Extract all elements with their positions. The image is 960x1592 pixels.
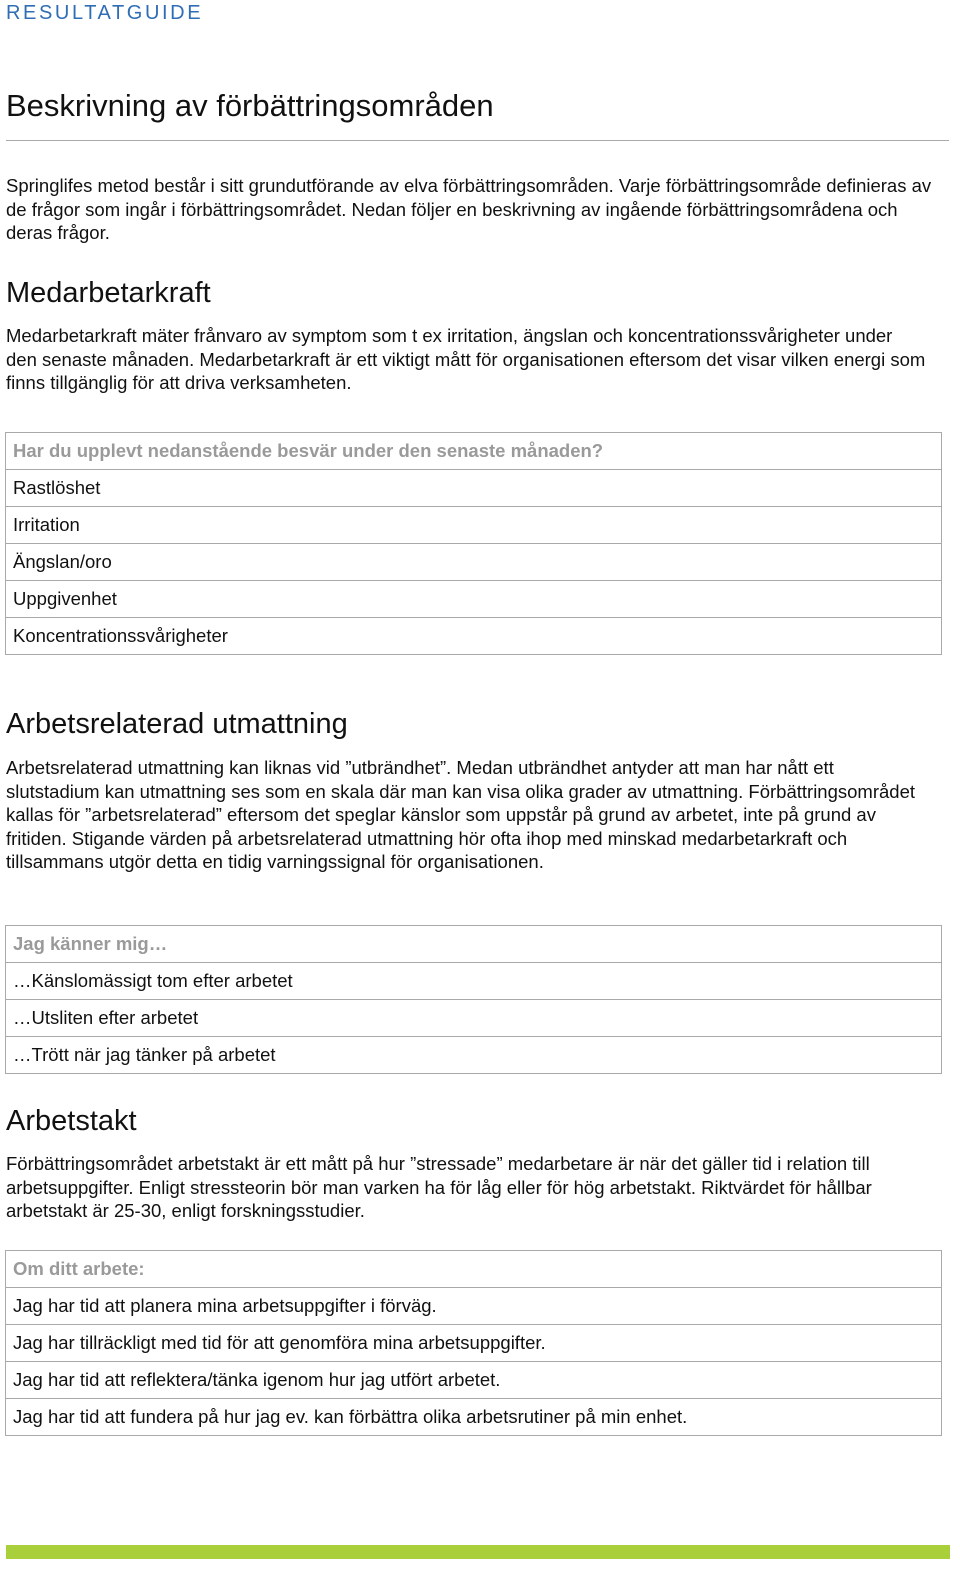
question-item: Uppgivenhet — [6, 581, 942, 618]
header-label: RESULTATGUIDE — [6, 2, 204, 24]
table-row — [6, 470, 942, 507]
table-row — [6, 1251, 942, 1288]
table-row — [6, 963, 942, 1000]
table-row — [6, 544, 942, 581]
footer-accent-bar — [6, 1545, 950, 1559]
section-description-medarbetarkraft — [6, 324, 926, 395]
question-item: Jag har tid att planera mina arbetsuppgifter i förväg. — [6, 1288, 942, 1325]
question-table-arbetstakt — [5, 1250, 942, 1436]
question-item: Jag har tillräckligt med tid för att genomföra mina arbetsuppgifter. — [6, 1325, 942, 1362]
title-divider — [6, 140, 949, 141]
table-row — [6, 1000, 942, 1037]
section-description-text: Arbetsrelaterad utmattning kan liknas vid ”utbrändhet”. Medan utbrändhet antyder att man har nått ett slutstadium kan utmattning ses som en skala där man kan visa olika grader av utmattning. Förbättringsområdet kallas för ”arbetsrelaterad” eftersom det speglar känslor som uppstår på grund av arbetet, inte på grund av fritiden. Stigande värden på arbetsrelaterad utmattning hör ofta ihop med minskad medarbetarkraft och tillsammans utgör detta en tidig varningssignal för organisationen. — [6, 757, 915, 872]
table-row — [6, 433, 942, 470]
intro-text: Springlifes metod består i sitt grundutförande av elva förbättringsområden. Varje förbättringsområde definieras av de frågor som ingår i förbättringsområdet. Nedan följer en beskrivning av ingående förbättringsområdena och deras frågor. — [6, 175, 932, 243]
table-row — [6, 1399, 942, 1436]
table-row — [6, 507, 942, 544]
table-row — [6, 618, 942, 655]
table-row — [6, 581, 942, 618]
question-item: Jag har tid att reflektera/tänka igenom hur jag utfört arbetet. — [6, 1362, 942, 1399]
table-row — [6, 1362, 942, 1399]
question-item: Ängslan/oro — [6, 544, 942, 581]
question-header: Om ditt arbete: — [13, 1258, 145, 1279]
section-description-text: Medarbetarkraft mäter frånvaro av symptom som t ex irritation, ängslan och koncentrationssvårigheter under den senaste månaden. Medarbetarkraft är ett viktigt mått för organisationen eftersom det visar vilken energi som finns tillgänglig för att driva verksamheten. — [6, 325, 926, 393]
page-title: Beskrivning av förbättringsområden — [6, 88, 494, 123]
question-item: Irritation — [6, 507, 942, 544]
table-row — [6, 926, 942, 963]
table-row — [6, 1037, 942, 1074]
section-title-arbetsrelaterad-utmattning: Arbetsrelaterad utmattning — [6, 708, 348, 740]
section-description-arbetsrelaterad-utmattning — [6, 756, 931, 874]
question-header: Har du upplevt nedanstående besvär under den senaste månaden? — [13, 440, 604, 461]
question-table-medarbetarkraft — [5, 432, 942, 655]
intro-paragraph — [6, 174, 946, 245]
question-item: …Trött när jag tänker på arbetet — [6, 1037, 942, 1074]
question-table-arbetsrelaterad-utmattning — [5, 925, 942, 1074]
table-row — [6, 1325, 942, 1362]
section-title-medarbetarkraft: Medarbetarkraft — [6, 277, 211, 309]
question-item: Rastlöshet — [6, 470, 942, 507]
question-item: Jag har tid att fundera på hur jag ev. kan förbättra olika arbetsrutiner på min enhet. — [6, 1399, 942, 1436]
section-description-arbetstakt — [6, 1152, 926, 1223]
section-title-arbetstakt: Arbetstakt — [6, 1105, 137, 1137]
section-description-text: Förbättringsområdet arbetstakt är ett mått på hur ”stressade” medarbetare är när det gäller tid i relation till arbetsuppgifter. Enligt stressteorin bör man varken ha för låg eller för hög arbetstakt. Riktvärdet för hållbar arbetstakt är 25-30, enligt forskningsstudier. — [6, 1153, 872, 1221]
question-item: …Utsliten efter arbetet — [6, 1000, 942, 1037]
question-header: Jag känner mig… — [13, 933, 168, 954]
question-item: …Känslomässigt tom efter arbetet — [6, 963, 942, 1000]
question-item: Koncentrationssvårigheter — [6, 618, 942, 655]
table-row — [6, 1288, 942, 1325]
